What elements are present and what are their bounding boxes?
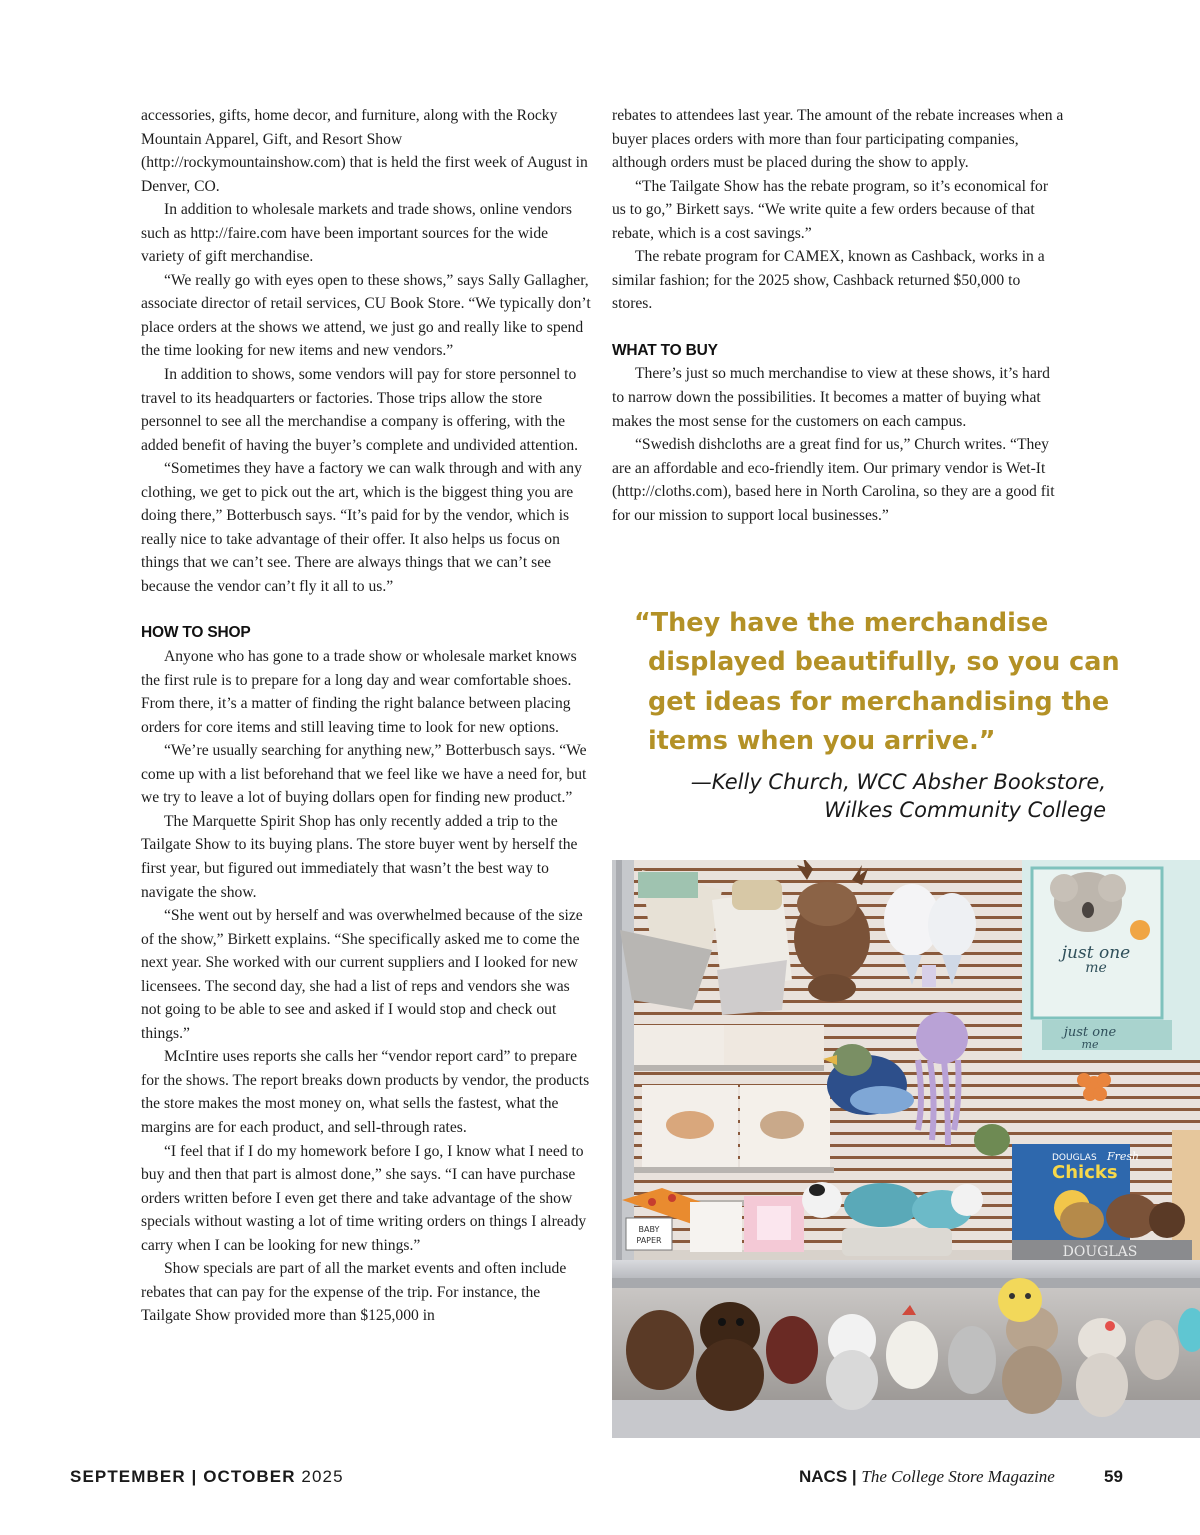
- left-column: [141, 104, 593, 1328]
- pull-quote-attribution: [612, 768, 1106, 824]
- section-heading-what-to-buy: WHAT TO BUY: [612, 341, 718, 359]
- attribution-line-2: Wilkes Community College: [824, 798, 1106, 822]
- left-paragraph-10: McIntire uses reports she calls her “vendor report card” to prepare for the shows. The report breaks down products by vendor, the products the store makes the most money on, what sells the fastest, what the margins are for each product, and sell-through rates.: [141, 1048, 590, 1136]
- footer-issue-date: [70, 1466, 344, 1488]
- bin-label: DOUGLAS: [1062, 1244, 1138, 1260]
- chicks-title: Chicks: [1052, 1162, 1118, 1183]
- right-paragraph-4: There’s just so much merchandise to view at these shows, it’s hard to narrow down the possibilities. It becomes a matter of buying what makes the most sense for the customers on each campus.: [612, 365, 1050, 430]
- footer-org: NACS: [799, 1467, 848, 1486]
- chicks-brand: DOUGLAS: [1052, 1153, 1097, 1163]
- pull-quote-line-4: items when you arrive.”: [648, 725, 996, 756]
- sign-baby: BABY: [638, 1225, 660, 1234]
- left-paragraph-7: “We’re usually searching for anything new,” Botterbusch says. “We come up with a list beforehand that we feel like we have a need for, but we try to leave a lot of buying dollars open for finding new product.”: [141, 742, 587, 807]
- footer-year: 2025: [301, 1467, 344, 1486]
- left-paragraph-11: “I feel that if I do my homework before I go, I know what I need to buy and then that part is almost done,” she says. “I can have purchase orders written before I even get there and take advantage of the show specials without wasting a lot of time writing orders on things I already carry when I can be looking for new things.”: [141, 1142, 587, 1254]
- chicks-fresh: Fresh: [1107, 1150, 1140, 1163]
- left-paragraph-1: accessories, gifts, home decor, and furniture, along with the Rocky Mountain Apparel, Gift, and Resort Show (http://rockymountainshow.com) that is held the first week of August in Denver, CO.: [141, 107, 588, 195]
- sign-paper: PAPER: [636, 1236, 662, 1245]
- book-title-2: me: [1085, 960, 1107, 976]
- pull-quote: [634, 604, 1120, 761]
- section-heading-how-to-shop: HOW TO SHOP: [141, 624, 251, 642]
- right-paragraph-2: “The Tailgate Show has the rebate program, so it’s economical for us to go,” Birkett says. “We write quite a few orders because of that rebate, which is a cost savings.”: [612, 177, 1049, 242]
- right-paragraph-1: rebates to attendees last year. The amount of the rebate increases when a buyer places orders with more than four participating companies, although orders must be placed during the show to apply.: [612, 107, 1064, 172]
- merchandise-display-photo: [612, 860, 1200, 1438]
- pull-quote-line-3: get ideas for merchandising the: [648, 686, 1110, 717]
- left-paragraph-8: The Marquette Spirit Shop has only recently added a trip to the Tailgate Show to its buying plans. The store buyer went by herself the first year, but figured out immediately that wasn’t the best way to navigate the show.: [141, 812, 578, 901]
- right-column: [612, 104, 1064, 527]
- pull-quote-line-1: “They have the merchandise: [634, 608, 1049, 638]
- left-paragraph-9: “She went out by herself and was overwhelmed because of the size of the show,” Birkett explains. “She specifically asked me to come the next year. She worked with our current suppliers and I looked for new licensees. The second day, she had a list of reps and vendors she was not going to be able to see and asked if I would stop and check out things.”: [141, 907, 583, 1042]
- left-paragraph-4: In addition to shows, some vendors will pay for store personnel to travel to its headquarters or factories. Those trips allow the store personnel to see all the merchandise a company is offering, with the added benefit of having the buyer’s complete and undivided attention.: [141, 366, 579, 454]
- left-paragraph-12: Show specials are part of all the market events and often include rebates that can pay for the expense of the trip. For instance, the Tailgate Show provided more than $125,000 in: [141, 1260, 567, 1325]
- left-paragraph-2: In addition to wholesale markets and trade shows, online vendors such as http://faire.com have been important sources for the wide variety of gift merchandise.: [141, 201, 572, 266]
- book-title-1: just one: [1061, 943, 1131, 963]
- footer-month: SEPTEMBER | OCTOBER: [70, 1467, 296, 1486]
- right-paragraph-3: The rebate program for CAMEX, known as Cashback, works in a similar fashion; for the 2025 show, Cashback returned $50,000 to stores.: [612, 248, 1045, 313]
- book-title-4: me: [1081, 1038, 1099, 1051]
- right-paragraph-5: “Swedish dishcloths are a great find for us,” Church writes. “They are an affordable and eco-friendly item. Our primary vendor is Wet-It (http://cloths.com), based here in North Carolina, so they are a good fit for our mission to support local businesses.”: [612, 436, 1055, 524]
- left-paragraph-6: Anyone who has gone to a trade show or wholesale market knows the first rule is to prepare for a long day and wear comfortable shoes. From there, it’s a matter of finding the right balance between placing orders for core items and still leaving time to look for new options.: [141, 648, 577, 736]
- pull-quote-line-2: displayed beautifully, so you can: [648, 647, 1120, 678]
- footer-magazine: [799, 1466, 1055, 1488]
- footer-magazine-name: The College Store Magazine: [861, 1467, 1055, 1486]
- book-title-3: just one: [1063, 1025, 1117, 1040]
- page-number: 59: [1104, 1467, 1123, 1486]
- attribution-line-1: —Kelly Church, WCC Absher Bookstore,: [690, 770, 1106, 794]
- left-paragraph-5: “Sometimes they have a factory we can walk through and with any clothing, we get to pick out the art, which is the biggest thing you are doing there,” Botterbusch says. “It’s paid for by the vendor, which is really nice to take advantage of their offer. It also helps us focus on things that we can’t see. There are always things that we can’t see because the vendor can’t fly it all to us.”: [141, 460, 582, 595]
- footer-separator: |: [851, 1467, 857, 1486]
- left-paragraph-3: “We really go with eyes open to these shows,” says Sally Gallagher, associate director of retail services, CU Book Store. “We typically don’t place orders at the shows we attend, we just go and really like to spend the time looking for new items and new vendors.”: [141, 271, 591, 360]
